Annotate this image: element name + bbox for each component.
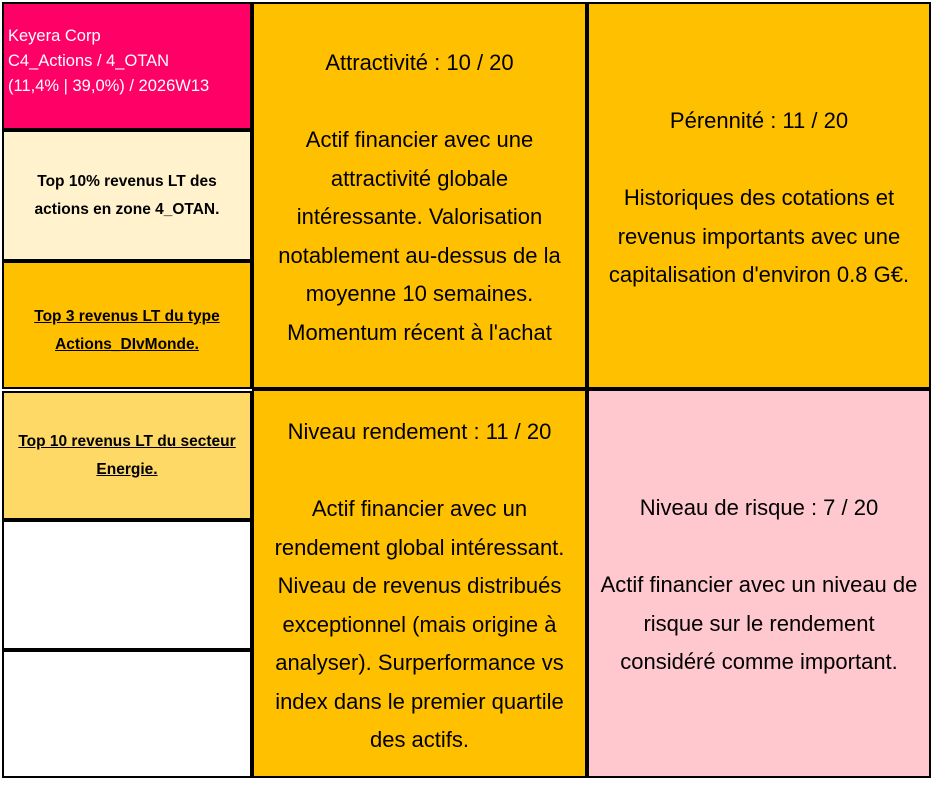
risque-box xyxy=(587,389,931,778)
risque-title: Niveau de risque : 7 / 20 xyxy=(639,495,879,520)
rendement-title: Niveau rendement : 11 / 20 xyxy=(287,419,552,444)
company-name: Keyera Corp xyxy=(8,27,101,45)
category-label: C4_Actions / 4_OTAN xyxy=(8,52,170,70)
perennite-title: Pérennité : 11 / 20 xyxy=(669,108,849,133)
attractivite-body: Actif financier avec une attractivité globale intéressante. Valorisation notablement au-dessus de la moyenne 10 semaines. Momentum récent à l'achat xyxy=(278,127,561,345)
perennite-body: Historiques des cotations et revenus importants avec une capitalisation d'environ 0.8 G€. xyxy=(608,185,910,287)
top10-zone-text: Top 10% revenus LT des actions en zone 4_OTAN. xyxy=(34,172,220,218)
rendement-body: Actif financier avec un rendement global intéressant. Niveau de revenus distribués exceptionnel (mais origine à analyser). Surperformance vs index dans le premier quartile des actifs. xyxy=(274,496,565,752)
stats-label: (11,4% | 39,0%) / 2026W13 xyxy=(8,77,210,95)
company-header xyxy=(2,2,252,130)
risque-body: Actif financier avec un niveau de risque sur le rendement considéré comme important. xyxy=(600,572,918,674)
rendement-box xyxy=(252,389,587,778)
top3-type-text: Top 3 revenus LT du type Actions_DIvMonde. xyxy=(34,308,220,353)
top10-sector-box xyxy=(2,391,252,520)
empty-cell-2 xyxy=(2,650,252,778)
empty-cell-1 xyxy=(2,520,252,650)
perennite-box xyxy=(587,2,931,389)
top10-sector-text: Top 10 revenus LT du secteur Energie. xyxy=(18,432,236,478)
top3-type-box xyxy=(2,261,252,389)
attractivite-box xyxy=(252,2,587,389)
top10-zone-box xyxy=(2,130,252,261)
attractivite-title: Attractivité : 10 / 20 xyxy=(325,50,514,75)
